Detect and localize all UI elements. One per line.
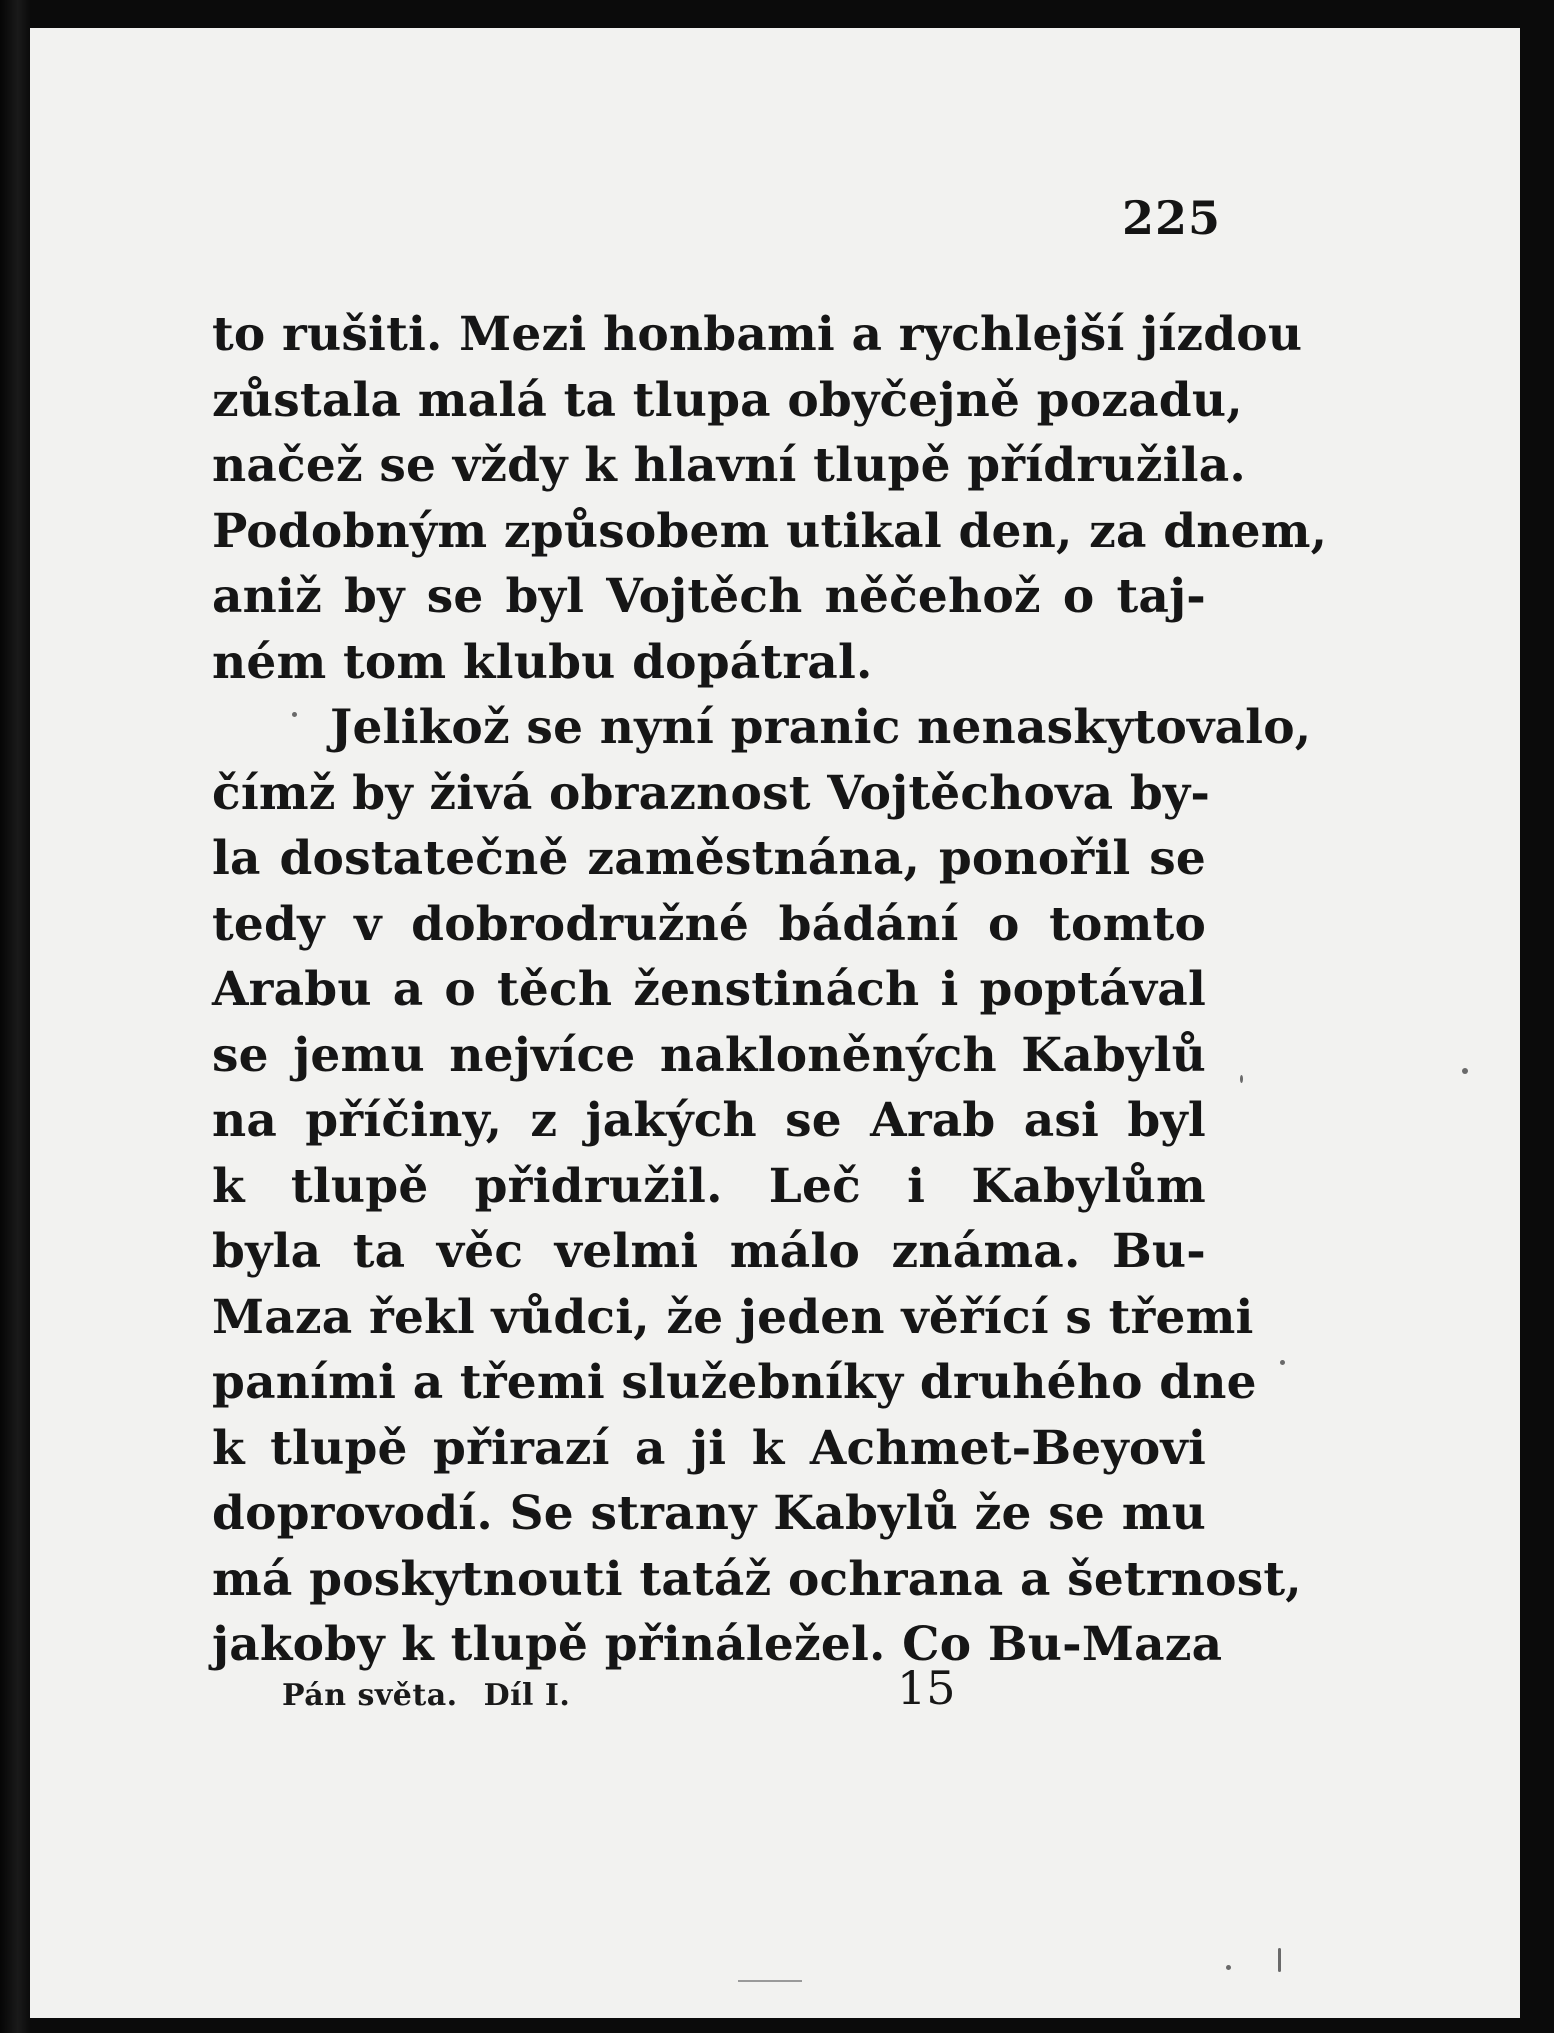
scan-speck [1226,1965,1231,1970]
text-line-10: tedy v dobrodružné bádání o tomto [212,896,1206,952]
text-line-14: k tlupě přidružil. Leč i Kabylům [212,1158,1206,1214]
book-spine-shadow [0,0,30,2033]
text-line-7: Jelikož se nyní pranic nenaskytovalo, [330,700,1312,755]
text-line-11: Arabu a o těch ženstinách i poptával [212,962,1206,1017]
scan-speck [1278,1948,1281,1972]
scan-speck [292,712,297,717]
text-line-15: byla ta věc velmi málo známa. Bu- [212,1224,1206,1279]
text-line-21: jakoby k tlupě přináležel. Co Bu-Maza [212,1617,1223,1672]
text-line-8: čímž by živá obraznost Vojtěchova by- [212,765,1211,821]
body-text [212,302,1328,1678]
text-line-2: zůstala malá ta tlupa obyčejně pozadu, [212,372,1243,428]
scan-speck [1240,1075,1243,1083]
text-line-12: se jemu nejvíce nakloněných Kabylů [212,1027,1206,1083]
text-line-6: ném tom klubu dopátral. [212,634,873,690]
text-line-1: to rušiti. Mezi honbami a rychlejší jízdou [212,307,1303,362]
text-line-3: načež se vždy k hlavní tlupě přídružila. [212,438,1246,493]
scan-scratch [738,1980,802,1982]
scan-speck [1280,1360,1285,1365]
text-line-17: paními a třemi služebníky druhého dne [212,1355,1257,1410]
text-line-9: la dostatečně zaměstnána, ponořil se [212,831,1206,886]
page-number: 225 [1122,191,1222,245]
text-line-18: k tlupě přirazí a ji k Achmet-Beyovi [212,1420,1206,1476]
text-line-4: Podobným způsobem utikal den, za dnem, [212,503,1328,559]
text-line-19: doprovodí. Se strany Kabylů že se mu [212,1486,1206,1541]
footer-title: Pán světa. [282,1678,458,1713]
text-line-5: aniž by se byl Vojtěch něčehož o taj- [212,569,1206,624]
footer-volume: Díl I. [483,1678,571,1713]
scan-speck [1462,1068,1468,1074]
text-line-13: na příčiny, z jakých se Arab asi byl [212,1093,1206,1148]
text-line-20: má poskytnouti tatáž ochrana a šetrnost, [212,1551,1302,1607]
footer-book-title [282,1676,570,1716]
text-line-16: Maza řekl vůdci, že jeden věřící s třemi [212,1289,1254,1345]
signature-number: 15 [897,1661,956,1715]
